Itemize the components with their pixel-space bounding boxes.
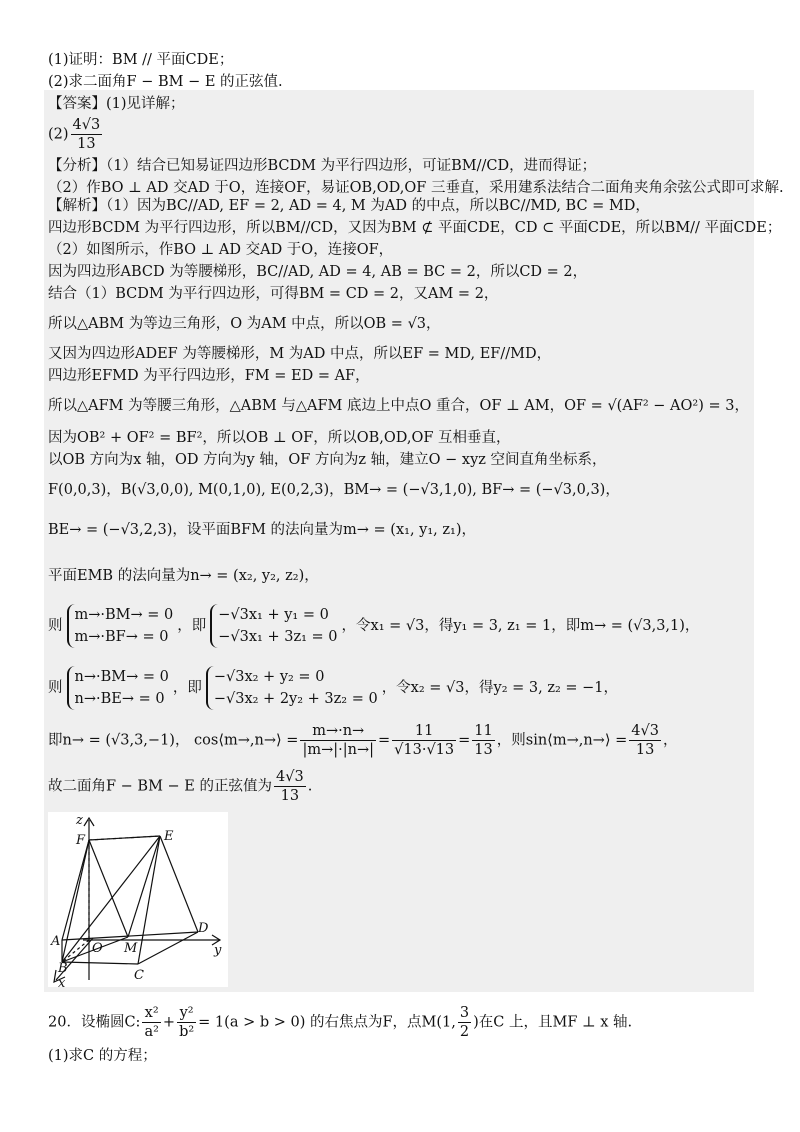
final-answer-line: 故二面角F − BM − E 的正弦值为 $\frac{4√3}{13}$ .	[48, 769, 313, 804]
ellipse-frac-x: $\frac{\text{x²}}{\text{a²}}$	[144, 1005, 159, 1040]
solution-line-10: 因为OB² + OF² = BF²，所以OB ⊥ OF，所以OB,OD,OF 互相垂直，	[48, 430, 511, 446]
solution-line-7: 又因为四边形ADEF 为等腰梯形，M 为AD 中点，所以EF = MD, EF//MD，	[48, 346, 552, 362]
label-M: M	[124, 941, 138, 956]
edge-FA	[62, 840, 89, 940]
label-y: y	[214, 943, 222, 958]
cosine-line: 即n→ = (√3,3,−1)， cos⟨m→,n→⟩ = $\frac{m\to\cdot n\to}{|m\to|\cdot|n\to|}$ = $\frac{11}{√13\cdot√13}$ = $\frac{11}{13}$ ，则sin⟨m→,n→⟩ = $\frac{4√3}{13}$ ，	[48, 723, 678, 758]
equation-system-2: 则 n→·BM→ = 0 n→·BE→ = 0 ，即 −√3x₂ + y₂ = 0 −√3x₂ + 2y₂ + 3z₂ = 0 ，令x₂ = √3，得y₂ = 3, z₂ = −1，	[48, 666, 618, 710]
edge-BC	[62, 962, 138, 964]
edge-MF	[89, 840, 128, 937]
solution-line-12: F(0,0,3)，B(√3,0,0), M(0,1,0), E(0,2,3)，BM→ = (−√3,1,0), BF→ = (−√3,0,3)，	[48, 482, 620, 498]
answer-part-1: 【答案】(1)见详解；	[48, 96, 185, 112]
solution-line-14: 平面EMB 的法向量为n→ = (x₂, y₂, z₂)，	[48, 568, 319, 584]
solution-line-11: 以OB 方向为x 轴，OD 方向为y 轴，OF 方向为z 轴，建立O − xyz 空间直角坐标系，	[48, 452, 607, 468]
solution-line-3: （2）如图所示，作BO ⊥ AD 交AD 于O，连接OF，	[48, 242, 394, 258]
solution-line-5: 结合（1）BCDM 为平行四边形，可得BM = CD = 2，又AM = 2，	[48, 286, 499, 302]
answer-part-2-prefix: (2)	[48, 126, 69, 143]
cos-fraction-3: $\frac{11}{13}$	[474, 723, 493, 758]
system-brace-2a: n→·BM→ = 0 n→·BE→ = 0	[67, 666, 169, 710]
cos-fraction-2: $\frac{11}{√13\cdot√13}$	[394, 723, 455, 758]
question-part-1: (1)证明：BM // 平面CDE；	[48, 52, 234, 68]
analysis-line-2: （2）作BO ⊥ AD 交AD 于O，连接OF，易证OB,OD,OF 三垂直，采用建系法结合二面角夹角余弦公式即可求解.	[48, 180, 784, 196]
question-20-part-1: (1)求C 的方程；	[48, 1048, 157, 1064]
question-part-2: (2)求二面角F − BM − E 的正弦值.	[48, 74, 283, 90]
system-brace-1b: −√3x₁ + y₁ = 0 −√3x₁ + 3z₁ = 0	[210, 604, 337, 648]
system-brace-1a: m→·BM→ = 0 m→·BF→ = 0	[67, 604, 174, 648]
solution-line-1: 【解析】（1）因为BC//AD, EF = 2, AD = 4, M 为AD 的中点，所以BC//MD, BC = MD，	[48, 198, 650, 214]
edge-CD	[138, 932, 198, 964]
geometry-figure	[48, 812, 228, 987]
cos-fraction-1: $\frac{m\to\cdot n\to}{|m\to|\cdot|n\to|}$	[302, 723, 374, 758]
edge-ED	[160, 836, 198, 932]
solution-line-13: BE→ = (−√3,2,3)，设平面BFM 的法向量为m→ = (x₁, y₁, z₁)，	[48, 522, 476, 538]
answer-part-2	[48, 116, 104, 153]
label-A: A	[51, 934, 61, 949]
answer-fraction: $\frac{4√3}{13}$	[72, 117, 101, 152]
edge-CE	[138, 836, 160, 964]
label-x: x	[58, 976, 66, 987]
label-E: E	[164, 829, 174, 844]
solution-line-6: 所以△ABM 为等边三角形，O 为AM 中点，所以OB = √3，	[48, 316, 441, 332]
solution-line-4: 因为四边形ABCD 为等腰梯形，BC//AD, AD = 4, AB = BC = 2，所以CD = 2，	[48, 264, 588, 280]
point-frac: $\frac{3}{2}$	[459, 1005, 470, 1040]
label-O: O	[92, 941, 103, 956]
label-B: B	[58, 961, 68, 976]
label-C: C	[134, 968, 144, 983]
geometry-svg	[48, 812, 228, 987]
edge-ME	[128, 836, 160, 937]
final-fraction: $\frac{4√3}{13}$	[276, 769, 304, 804]
analysis-line-1: 【分析】（1）结合已知易证四边形BCDM 为平行四边形，可证BM//CD，进而得证；	[48, 158, 597, 174]
solution-line-2: 四边形BCDM 为平行四边形，所以BM//CD，又因为BM ⊄ 平面CDE，CD ⊂ 平面CDE，所以BM// 平面CDE；	[48, 220, 782, 236]
system-brace-2b: −√3x₂ + y₂ = 0 −√3x₂ + 2y₂ + 3z₂ = 0	[206, 666, 378, 710]
question-20-line: 20．设椭圆C: $\frac{\text{x²}}{\text{a²}}$ + $\frac{\text{y²}}{\text{b²}}$ = 1(a > b > 0) 的右焦点为F，点M(1, $\frac{3}{2}$ )在C 上，且MF ⊥ x 轴.	[48, 1005, 633, 1040]
ellipse-frac-y: $\frac{\text{y²}}{\text{b²}}$	[179, 1005, 195, 1040]
solution-line-8: 四边形EFMD 为平行四边形，FM = ED = AF，	[48, 368, 370, 384]
sin-fraction: $\frac{4√3}{13}$	[631, 723, 659, 758]
label-F: F	[76, 833, 86, 848]
label-z: z	[76, 813, 83, 828]
label-D: D	[198, 921, 209, 936]
equation-system-1: 则 m→·BM→ = 0 m→·BF→ = 0 ，即 −√3x₁ + y₁ = 0 −√3x₁ + 3z₁ = 0 ，令x₁ = √3，得y₁ = 3, z₁ = 1，即m→ = (√3,3,1)，	[48, 604, 699, 648]
solution-line-9: 所以△AFM 为等腰三角形，△ABM 与△AFM 底边上中点O 重合，OF ⊥ AM，OF = √(AF² − AO²) = 3，	[48, 398, 749, 414]
